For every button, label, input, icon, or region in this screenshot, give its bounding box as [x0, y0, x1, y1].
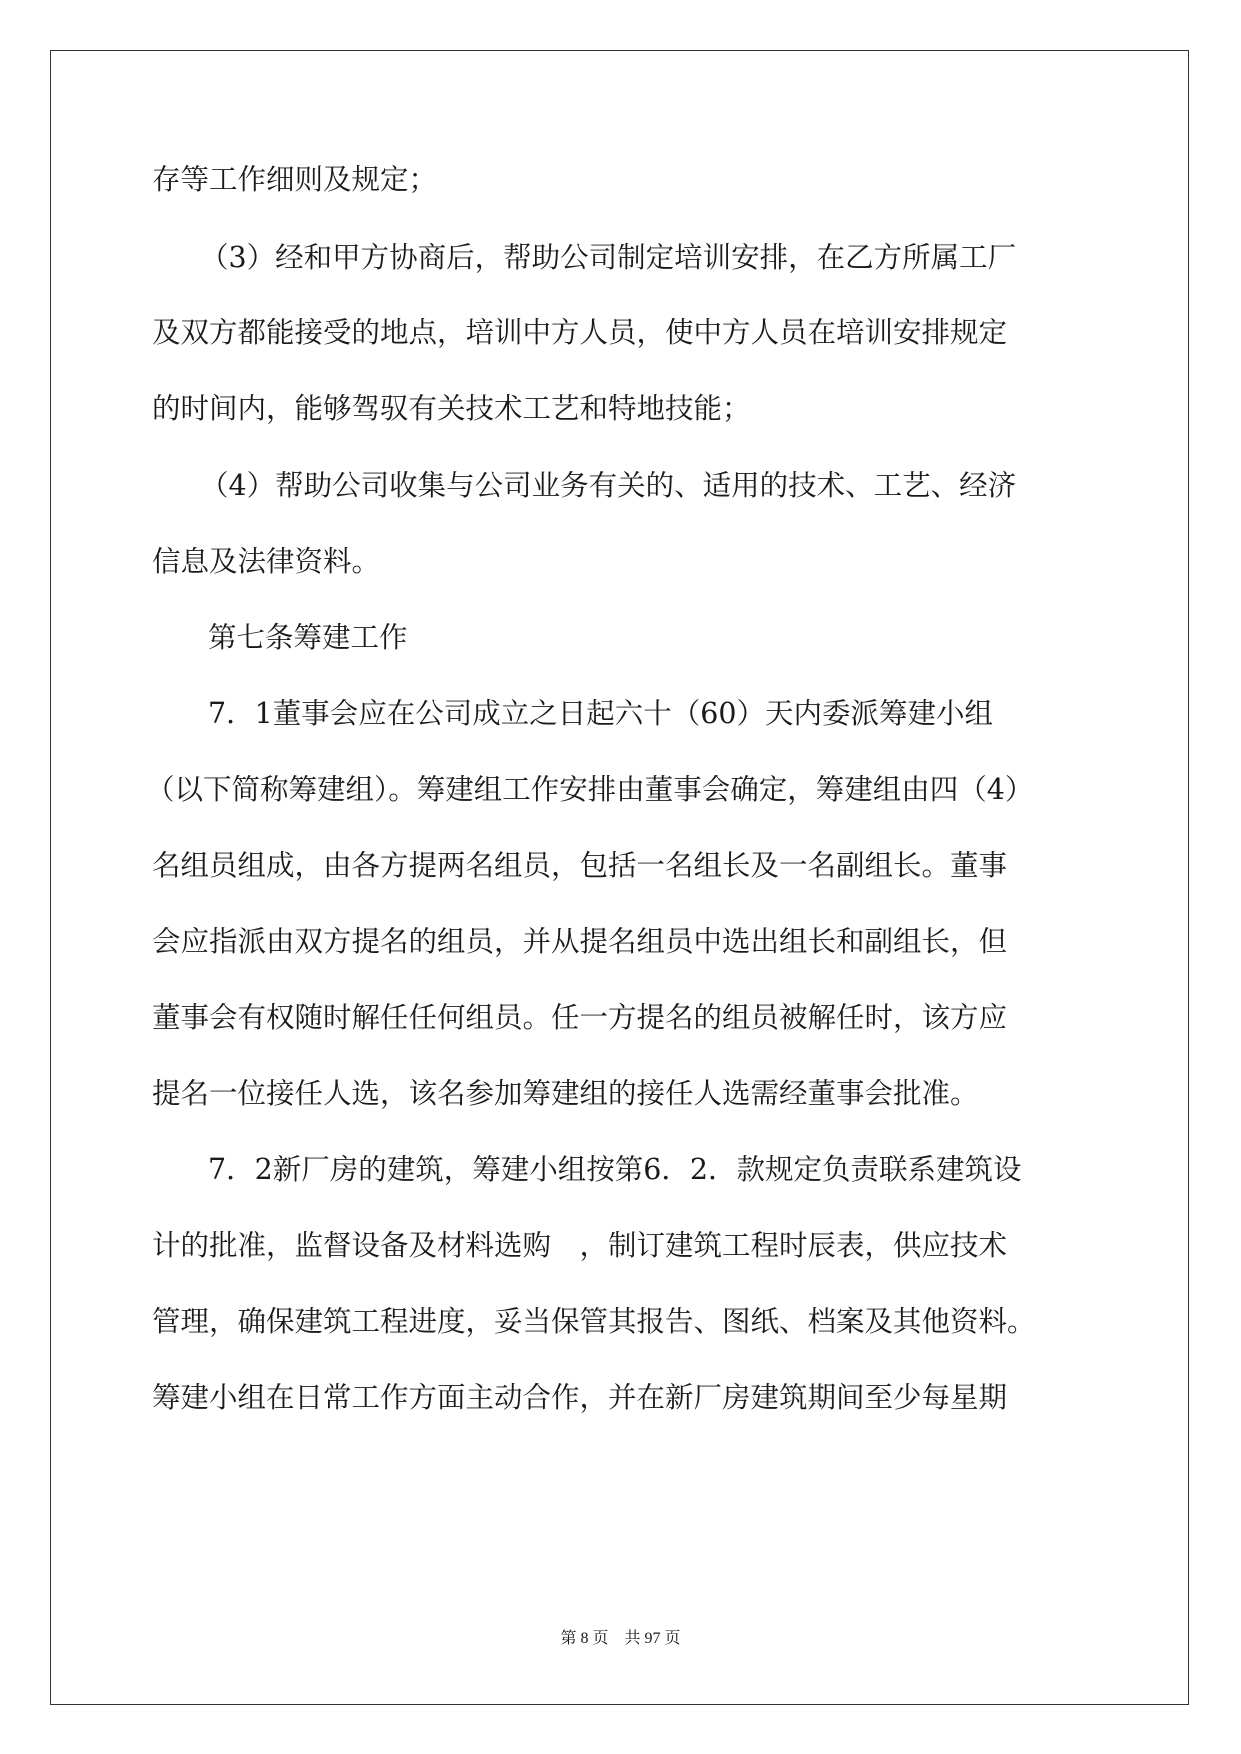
text-line: 7．1董事会应在公司成立之日起六十（60）天内委派筹建小组	[208, 697, 994, 730]
text-line: 信息及法律资料。	[152, 545, 381, 578]
text-line: 提名一位接任人选，该名参加筹建组的接任人选需经董事会批准。	[152, 1077, 979, 1110]
text-line: 名组员组成，由各方提两名组员，包括一名组长及一名副组长。董事	[152, 849, 1008, 882]
text-line: 7．2新厂房的建筑，筹建小组按第6．2．款规定负责联系建筑设	[208, 1153, 1022, 1186]
text-line: 的时间内，能够驾驭有关技术工艺和特地技能；	[152, 392, 751, 425]
text-line: 会应指派由双方提名的组员，并从提名组员中选出组长和副组长，但	[152, 925, 1008, 958]
text-line: （以下简称筹建组）。筹建组工作安排由董事会确定，筹建组由四（4）	[146, 773, 1034, 806]
page-number-footer: 第 8 页 共 97 页	[560, 1630, 681, 1647]
text-line: （4）帮助公司收集与公司业务有关的、适用的技术、工艺、经济	[200, 469, 1017, 502]
text-line: 计的批准，监督设备及材料选购 ，制订建筑工程时辰表，供应技术	[152, 1229, 1008, 1262]
text-line: 存等工作细则及规定；	[152, 163, 438, 196]
section-heading: 第七条筹建工作	[208, 621, 408, 654]
text-line: 董事会有权随时解任任何组员。任一方提名的组员被解任时，该方应	[152, 1001, 1008, 1034]
text-line: 及双方都能接受的地点，培训中方人员，使中方人员在培训安排规定	[152, 316, 1008, 349]
text-line: （3）经和甲方协商后，帮助公司制定培训安排，在乙方所属工厂	[200, 241, 1017, 274]
text-line: 管理，确保建筑工程进度，妥当保管其报告、图纸、档案及其他资料。	[152, 1305, 1036, 1338]
text-line: 筹建小组在日常工作方面主动合作，并在新厂房建筑期间至少每星期	[152, 1381, 1008, 1414]
